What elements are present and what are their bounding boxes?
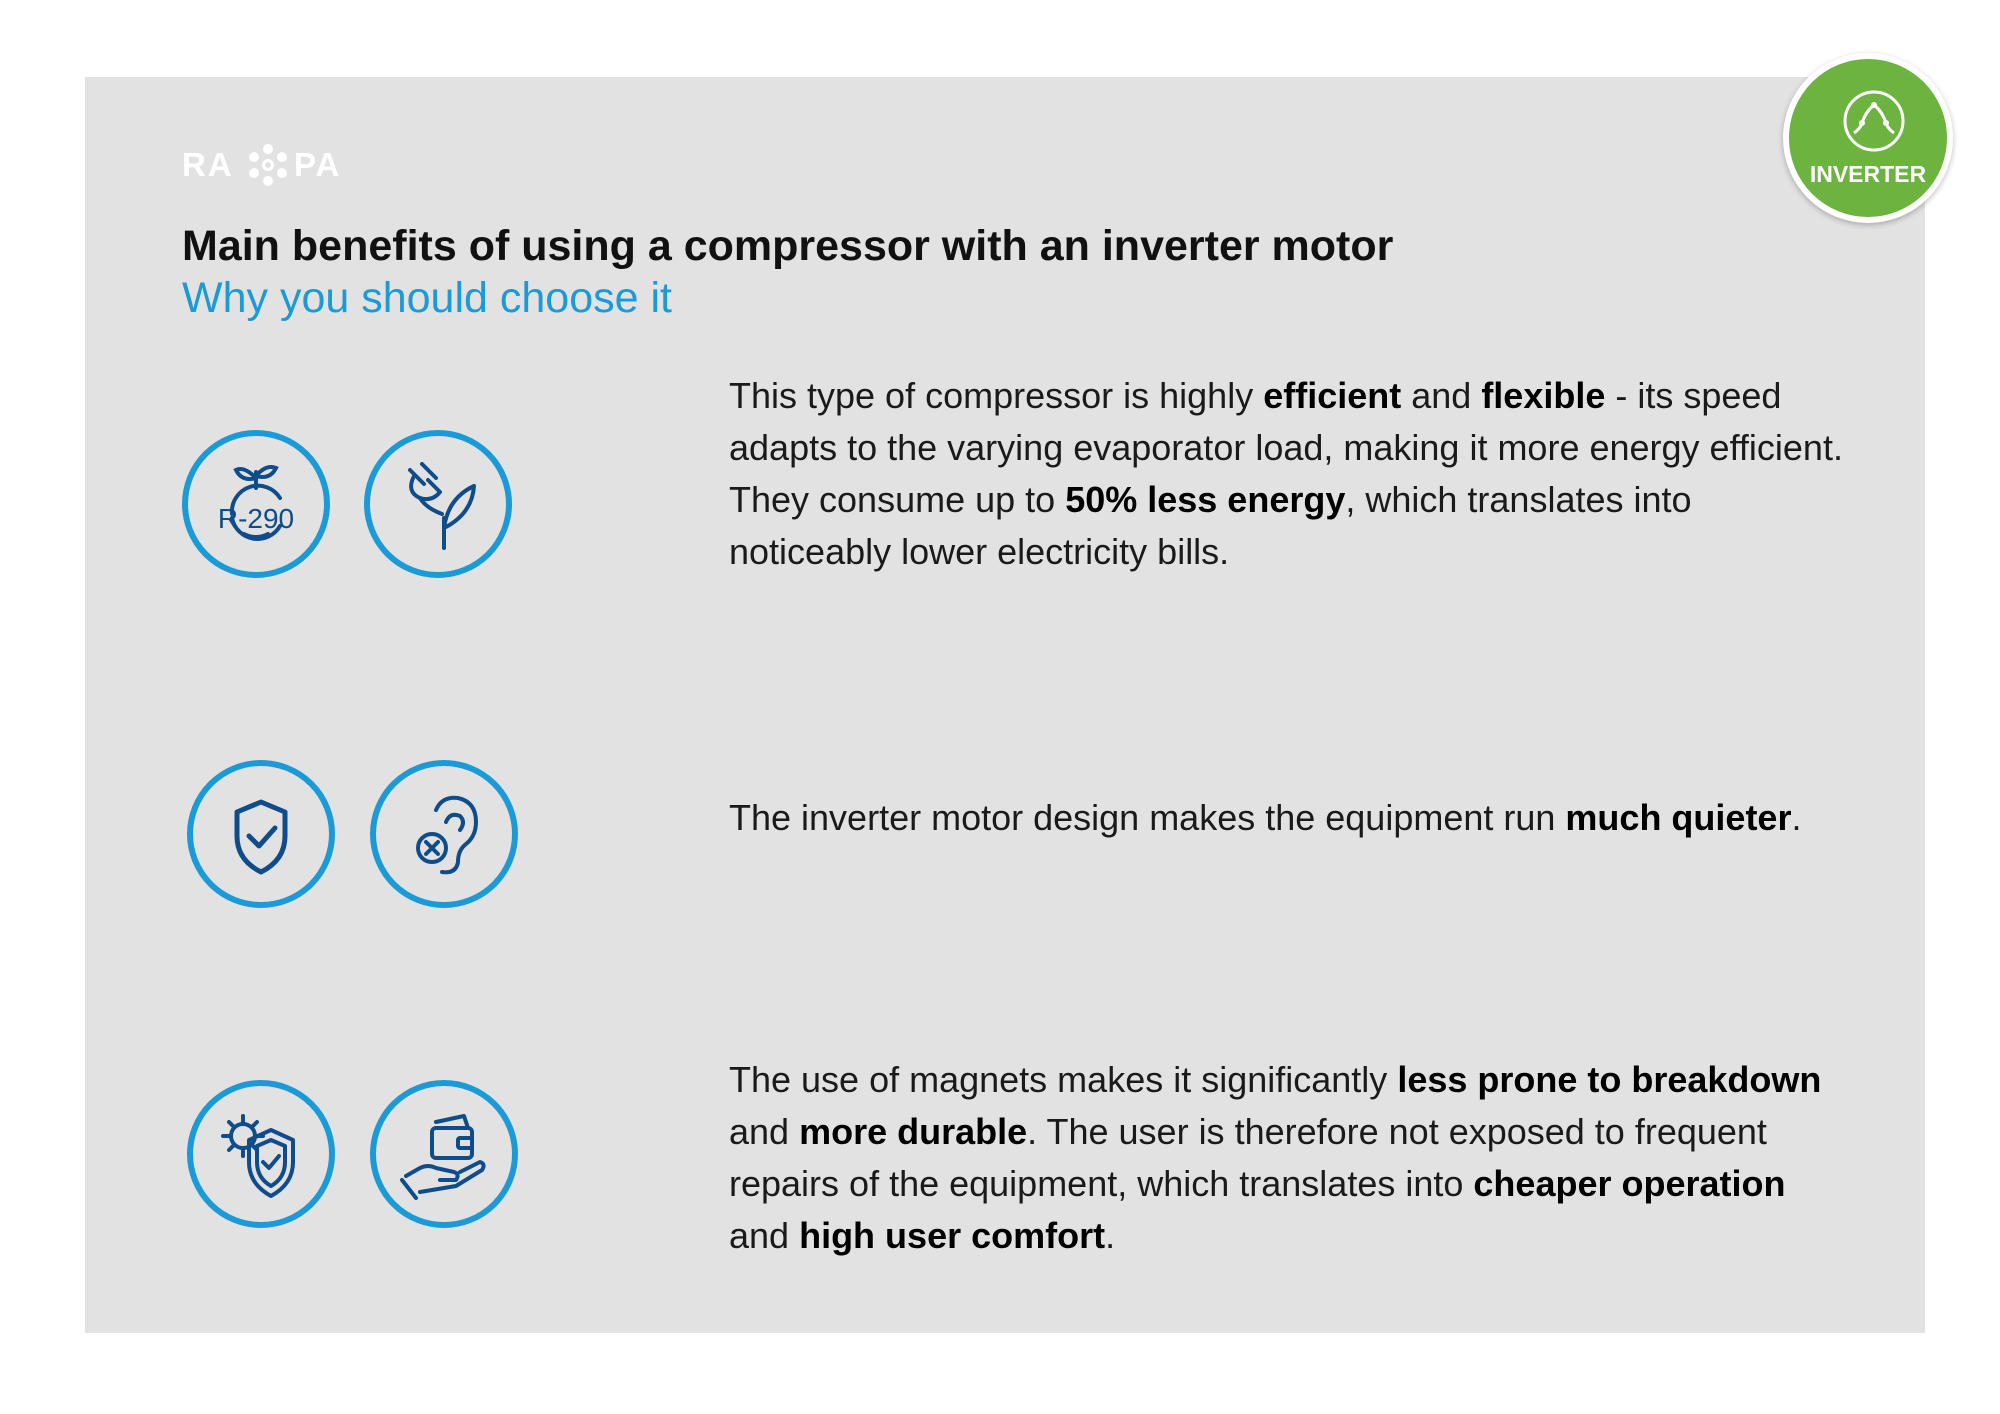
shield-check-icon [187,760,335,908]
page-title: Main benefits of using a compressor with an inverter motor [182,222,1394,270]
logo-right-text: PA [294,146,342,183]
bold-text: much quieter [1565,797,1792,838]
ear-muted-icon [370,760,518,908]
gear-shield-icon [187,1080,335,1228]
text-span: . The user is therefore not exposed to frequent repairs of the equipment, which translates into [729,1111,1767,1204]
text-span: . [1105,1215,1116,1256]
text-span: . [1791,797,1802,838]
bold-text: high user comfort [799,1215,1106,1256]
rapa-logo [182,142,352,188]
bold-text: efficient [1263,375,1402,416]
logo-left-text: RA [182,146,234,183]
text-span: and [1401,375,1482,416]
hand-wallet-icon [370,1080,518,1228]
inverter-badge [1783,53,1953,223]
text-span: , which translates into noticeably lower electricity bills. [729,479,1692,572]
text-span: The use of magnets makes it significantly [729,1059,1398,1100]
text-span: This type of compressor is highly [729,375,1264,416]
bold-text: more durable [799,1111,1028,1152]
bold-text: cheaper operation [1473,1163,1786,1204]
bold-text: less prone to breakdown [1397,1059,1822,1100]
benefit-text-efficiency [729,370,1849,578]
r290-label: R-290 [217,503,295,534]
benefit-text-quiet [729,792,1849,844]
bold-text: flexible [1481,375,1606,416]
r290-globe-plant-icon [182,430,330,578]
text-span: - its speed adapts to the varying evaporator load, making it more energy efficient. They consume up to [729,375,1843,520]
text-span: and [729,1111,800,1152]
text-span: and [729,1215,800,1256]
badge-label: INVERTER [1809,161,1927,187]
inverter-wave-icon [1842,89,1906,153]
page-subtitle: Why you should choose it [182,274,672,322]
benefit-text-durability [729,1054,1849,1262]
plug-leaf-icon [364,430,512,578]
text-span: The inverter motor design makes the equipment run [729,797,1566,838]
bold-text: 50% less energy [1065,479,1346,520]
snowflake-icon [246,143,290,187]
